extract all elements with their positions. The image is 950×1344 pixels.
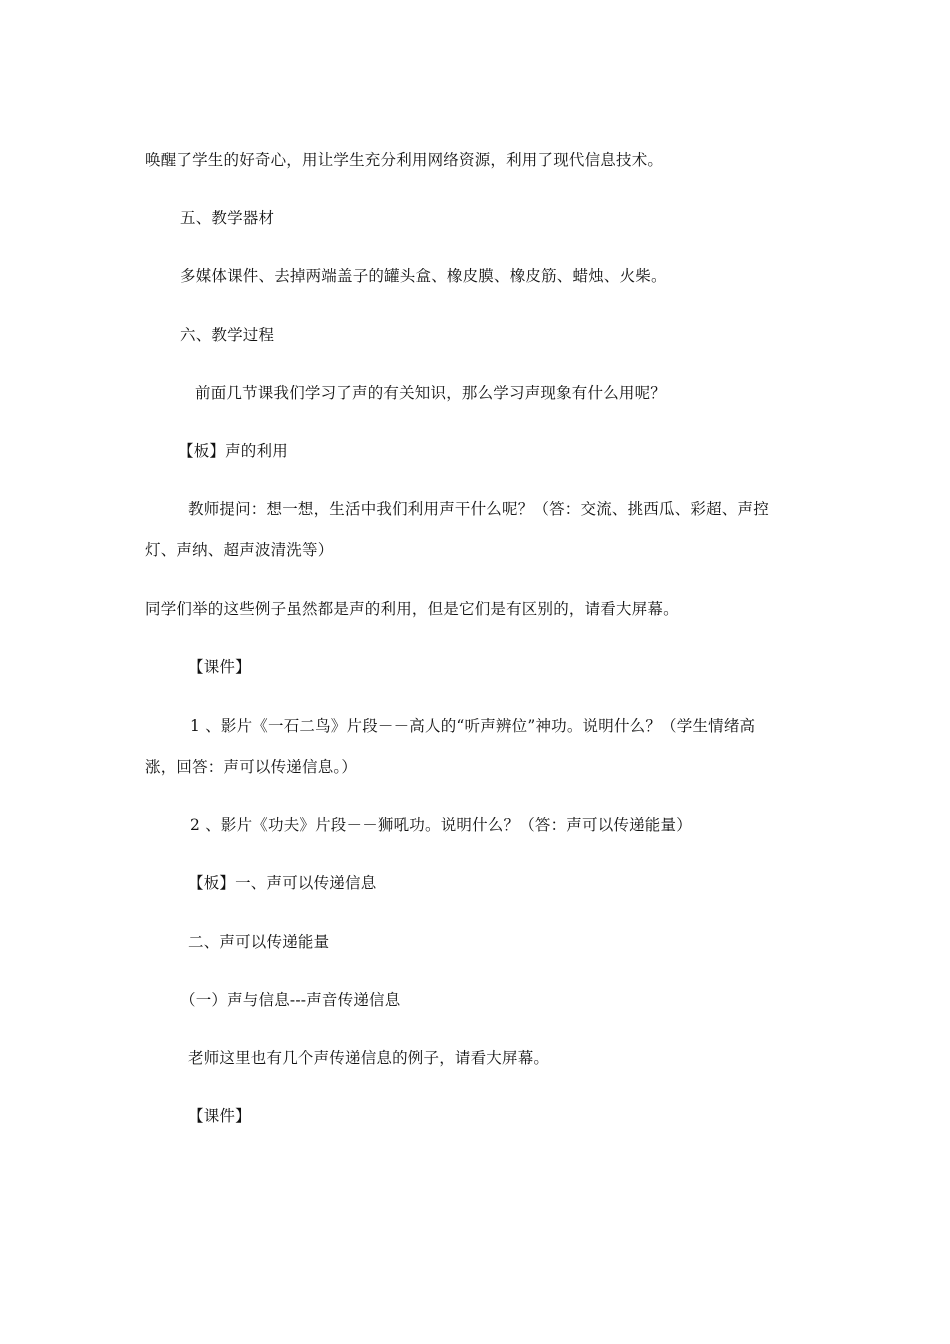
text-line-question: 教师提问：想一想，生活中我们利用声干什么呢？（答：交流、挑西瓜、彩超、声控 [188, 500, 769, 518]
text-line-intro: 前面几节课我们学习了声的有关知识，那么学习声现象有什么用呢？ [195, 384, 667, 402]
text-line-examples: 同学们举的这些例子虽然都是声的利用，但是它们是有区别的，请看大屏幕。 [145, 600, 679, 618]
text-line-item-1: 1 、影片《一石二鸟》片段－－高人的“听声辨位”神功。说明什么？（学生情绪高 [190, 717, 756, 735]
text-line-item-2: 2 、影片《功夫》片段－－狮吼功。说明什么？（答：声可以传递能量） [190, 816, 692, 834]
text-line-materials: 多媒体课件、去掉两端盖子的罐头盒、橡皮膜、橡皮筋、蜡烛、火柴。 [180, 267, 667, 285]
board-note-2: 【板】一、声可以传递信息 [188, 874, 377, 892]
board-note-1: 【板】声的利用 [178, 442, 288, 460]
section-heading-6: 六、教学过程 [180, 326, 275, 344]
subsection-heading-1: （一）声与信息---声音传递信息 [180, 991, 401, 1009]
text-line-item-1-cont: 涨，回答：声可以传递信息。） [145, 758, 358, 776]
text-line-question-cont: 灯、声纳、超声波清洗等） [145, 541, 334, 559]
courseware-label-2: 【课件】 [188, 1107, 251, 1125]
text-line-1: 唤醒了学生的好奇心，用让学生充分利用网络资源，利用了现代信息技术。 [145, 151, 664, 169]
text-line-energy: 二、声可以传递能量 [188, 933, 330, 951]
section-heading-5: 五、教学器材 [180, 209, 275, 227]
text-line-teacher-examples: 老师这里也有几个声传递信息的例子，请看大屏幕。 [188, 1049, 550, 1067]
courseware-label-1: 【课件】 [188, 658, 251, 676]
